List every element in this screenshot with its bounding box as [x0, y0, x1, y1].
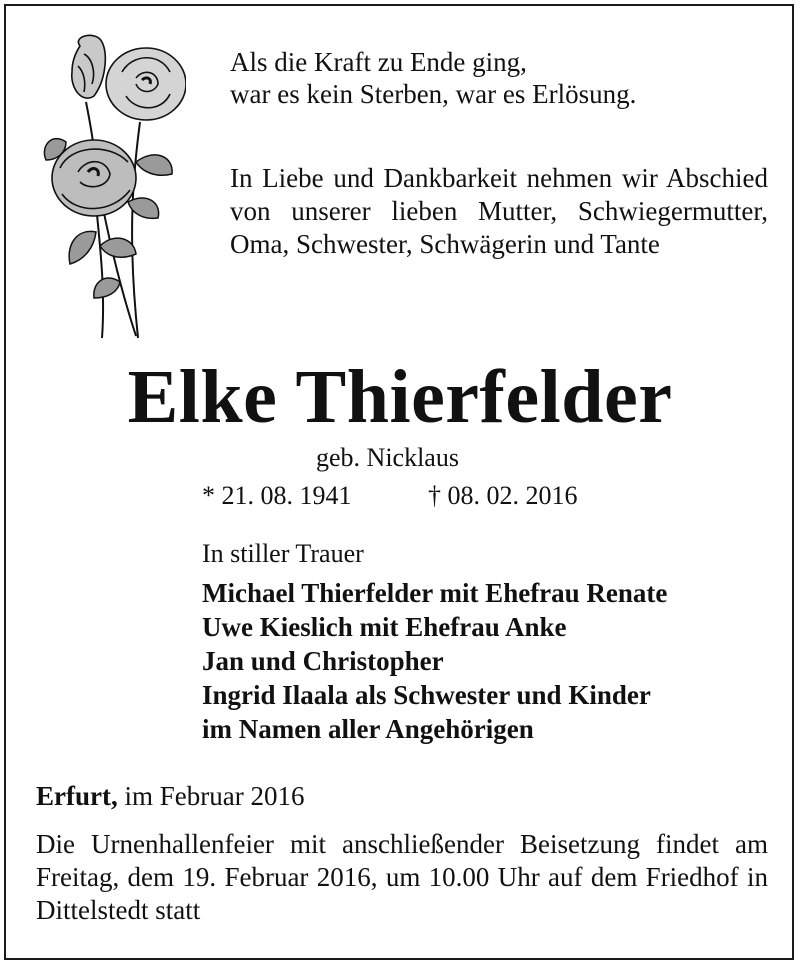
verse-line: war es kein Sterben, war es Erlösung. — [230, 79, 637, 109]
place: Erfurt, — [36, 781, 118, 811]
maiden-name: geb. Nicklaus — [316, 443, 459, 472]
death-date: † 08. 02. 2016 — [428, 481, 578, 510]
mourning-intro: In stiller Trauer — [202, 539, 364, 568]
mourner-line: Ingrid Ilaala als Schwester und Kinder — [202, 680, 651, 710]
mourner-line: Michael Thierfelder mit Ehefrau Renate — [202, 578, 668, 608]
mourners-list — [202, 576, 667, 746]
farewell-text: In Liebe und Dankbarkeit nehmen wir Abschied von unserer lieben Mutter, Schwiegermutter, Oma, Schwester, Schwägerin und Tante — [230, 163, 768, 259]
birth-date: * 21. 08. 1941 — [202, 481, 352, 510]
mourner-line: im Namen aller Angehörigen — [202, 714, 534, 744]
funeral-info: Die Urnenhallenfeier mit anschließender Beisetzung findet am Freitag, dem 19. Februar 2016, um 10.00 Uhr auf dem Friedhof in Dittelstedt statt — [36, 829, 768, 925]
mourner-line: Uwe Kieslich mit Ehefrau Anke — [202, 612, 567, 642]
date: im Februar 2016 — [124, 781, 305, 811]
place-date — [36, 780, 304, 812]
verse-line: Als die Kraft zu Ende ging, — [230, 47, 527, 77]
roses-icon — [36, 32, 186, 344]
mourner-line: Jan und Christopher — [202, 646, 444, 676]
verse — [230, 46, 636, 110]
deceased-name: Elke Thierfelder — [127, 355, 673, 439]
